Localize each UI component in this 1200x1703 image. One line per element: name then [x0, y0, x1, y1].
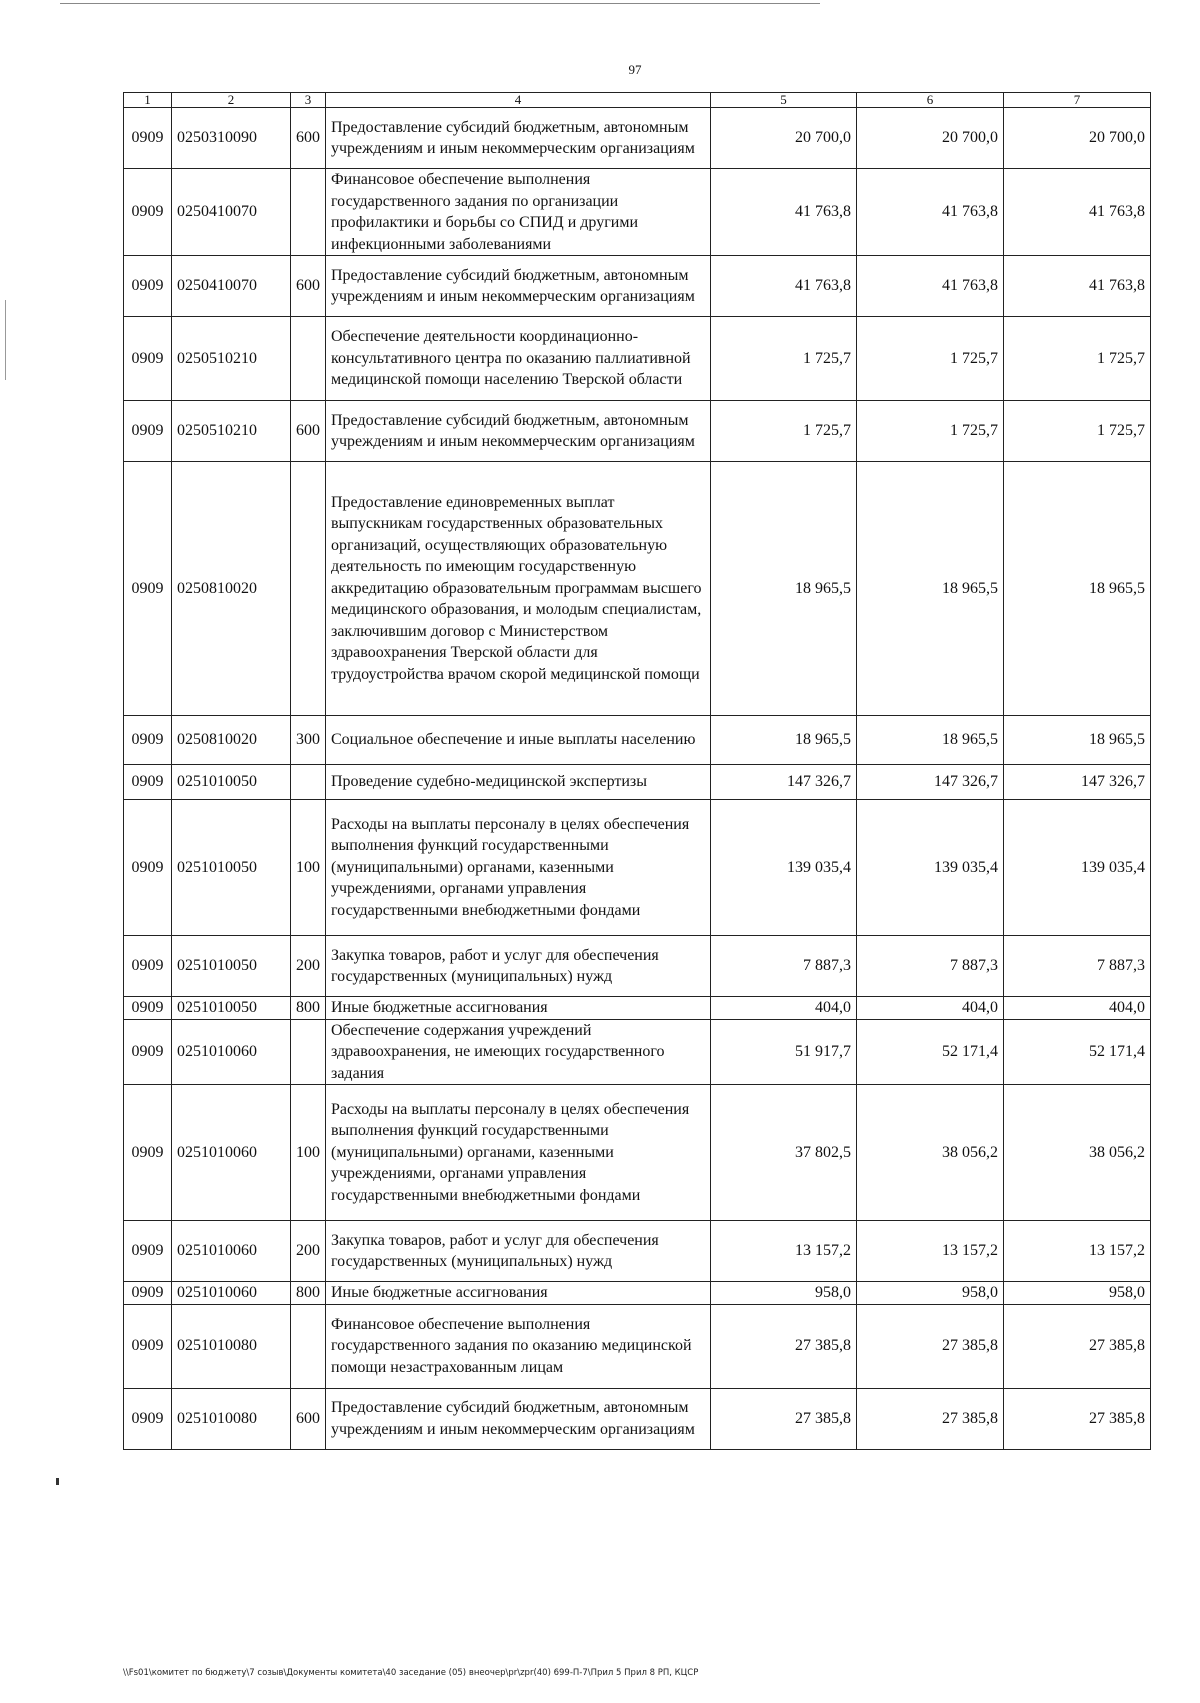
amount-2022-cell: 20 700,0 [711, 108, 857, 169]
amount-2023-cell: 958,0 [857, 1282, 1004, 1305]
expense-type-cell: 800 [291, 1282, 326, 1305]
column-header: 4 [326, 93, 711, 108]
table-row [124, 1085, 1151, 1221]
table-row [124, 1019, 1151, 1085]
table-row [124, 317, 1151, 401]
table-row [124, 765, 1151, 800]
amount-2024-cell: 958,0 [1004, 1282, 1151, 1305]
code-cell: 0909 [124, 800, 172, 936]
amount-2022-cell: 7 887,3 [711, 936, 857, 997]
description-cell: Предоставление единовременных выплат выпускникам государственных образовательных организаций, осуществляющих образовательную деятельность по имеющим государственную аккредитацию образовательным программам высшего медицинского образования, и молодым специалистам, заключившим договор с Министерством здравоохранения Тверской области для трудоустройства врачом скорой медицинской помощи [326, 462, 711, 716]
scan-artifact-dot [56, 1478, 59, 1485]
table-row [124, 169, 1151, 256]
target-code-cell: 0251010060 [172, 1282, 291, 1305]
column-number-row [124, 93, 1151, 108]
amount-2022-cell: 18 965,5 [711, 462, 857, 716]
code-cell: 0909 [124, 1282, 172, 1305]
expense-type-cell: 600 [291, 256, 326, 317]
target-code-cell: 0251010050 [172, 765, 291, 800]
expense-type-cell [291, 1019, 326, 1085]
column-header: 2 [172, 93, 291, 108]
amount-2024-cell: 52 171,4 [1004, 1019, 1151, 1085]
target-code-cell: 0250410070 [172, 169, 291, 256]
column-header: 1 [124, 93, 172, 108]
code-cell: 0909 [124, 1085, 172, 1221]
description-cell: Предоставление субсидий бюджетным, автономным учреждениям и иным некоммерческим организациям [326, 256, 711, 317]
amount-2024-cell: 1 725,7 [1004, 317, 1151, 401]
code-cell: 0909 [124, 1388, 172, 1449]
column-header: 3 [291, 93, 326, 108]
expense-type-cell [291, 169, 326, 256]
amount-2023-cell: 20 700,0 [857, 108, 1004, 169]
table-row [124, 462, 1151, 716]
expense-type-cell: 600 [291, 108, 326, 169]
amount-2023-cell: 13 157,2 [857, 1221, 1004, 1282]
column-header: 7 [1004, 93, 1151, 108]
file-path-footer: \\Fs01\комитет по бюджету\7 созыв\Документы комитета\40 заседание (05) внеочер\pr\zpr(40) 699-П-7\Прил 5 Прил 8 РП, КЦСР [123, 1668, 699, 1678]
amount-2024-cell: 41 763,8 [1004, 169, 1151, 256]
table-row [124, 1221, 1151, 1282]
target-code-cell: 0250510210 [172, 401, 291, 462]
description-cell: Предоставление субсидий бюджетным, автономным учреждениям и иным некоммерческим организациям [326, 108, 711, 169]
expense-type-cell: 200 [291, 1221, 326, 1282]
amount-2023-cell: 38 056,2 [857, 1085, 1004, 1221]
table-header [124, 93, 1151, 108]
amount-2023-cell: 404,0 [857, 997, 1004, 1020]
expense-type-cell: 600 [291, 401, 326, 462]
amount-2022-cell: 139 035,4 [711, 800, 857, 936]
amount-2022-cell: 27 385,8 [711, 1304, 857, 1388]
code-cell: 0909 [124, 765, 172, 800]
amount-2024-cell: 41 763,8 [1004, 256, 1151, 317]
amount-2022-cell: 41 763,8 [711, 169, 857, 256]
column-header: 6 [857, 93, 1004, 108]
amount-2022-cell: 404,0 [711, 997, 857, 1020]
description-cell: Закупка товаров, работ и услуг для обеспечения государственных (муниципальных) нужд [326, 1221, 711, 1282]
target-code-cell: 0251010060 [172, 1221, 291, 1282]
code-cell: 0909 [124, 716, 172, 765]
target-code-cell: 0251010080 [172, 1304, 291, 1388]
scan-artifact-top-line [60, 3, 820, 4]
amount-2022-cell: 37 802,5 [711, 1085, 857, 1221]
amount-2022-cell: 27 385,8 [711, 1388, 857, 1449]
amount-2023-cell: 1 725,7 [857, 317, 1004, 401]
code-cell: 0909 [124, 401, 172, 462]
amount-2024-cell: 7 887,3 [1004, 936, 1151, 997]
target-code-cell: 0250810020 [172, 716, 291, 765]
code-cell: 0909 [124, 1221, 172, 1282]
description-cell: Финансовое обеспечение выполнения государственного задания по оказанию медицинской помощи незастрахованным лицам [326, 1304, 711, 1388]
target-code-cell: 0250510210 [172, 317, 291, 401]
amount-2023-cell: 27 385,8 [857, 1388, 1004, 1449]
budget-table [123, 92, 1151, 1450]
amount-2022-cell: 147 326,7 [711, 765, 857, 800]
target-code-cell: 0250410070 [172, 256, 291, 317]
code-cell: 0909 [124, 997, 172, 1020]
amount-2022-cell: 1 725,7 [711, 401, 857, 462]
amount-2024-cell: 147 326,7 [1004, 765, 1151, 800]
amount-2022-cell: 41 763,8 [711, 256, 857, 317]
expense-type-cell: 100 [291, 1085, 326, 1221]
expense-type-cell: 800 [291, 997, 326, 1020]
code-cell: 0909 [124, 169, 172, 256]
table-row [124, 401, 1151, 462]
description-cell: Финансовое обеспечение выполнения государственного задания по организации профилактики и борьбы со СПИД и другими инфекционными заболеваниями [326, 169, 711, 256]
amount-2024-cell: 27 385,8 [1004, 1388, 1151, 1449]
description-cell: Обеспечение содержания учреждений здравоохранения, не имеющих государственного задания [326, 1019, 711, 1085]
amount-2023-cell: 41 763,8 [857, 256, 1004, 317]
amount-2022-cell: 18 965,5 [711, 716, 857, 765]
amount-2023-cell: 1 725,7 [857, 401, 1004, 462]
expense-type-cell: 300 [291, 716, 326, 765]
table-row [124, 936, 1151, 997]
code-cell: 0909 [124, 1304, 172, 1388]
target-code-cell: 0251010080 [172, 1388, 291, 1449]
amount-2024-cell: 20 700,0 [1004, 108, 1151, 169]
expense-type-cell [291, 462, 326, 716]
amount-2024-cell: 1 725,7 [1004, 401, 1151, 462]
amount-2023-cell: 18 965,5 [857, 462, 1004, 716]
amount-2024-cell: 38 056,2 [1004, 1085, 1151, 1221]
target-code-cell: 0250310090 [172, 108, 291, 169]
scan-artifact-left-line [5, 300, 6, 380]
expense-type-cell: 100 [291, 800, 326, 936]
expense-type-cell [291, 1304, 326, 1388]
page-number: 97 [628, 62, 642, 77]
amount-2022-cell: 1 725,7 [711, 317, 857, 401]
amount-2023-cell: 52 171,4 [857, 1019, 1004, 1085]
description-cell: Иные бюджетные ассигнования [326, 997, 711, 1020]
target-code-cell: 0251010050 [172, 936, 291, 997]
amount-2024-cell: 18 965,5 [1004, 462, 1151, 716]
amount-2023-cell: 139 035,4 [857, 800, 1004, 936]
amount-2024-cell: 18 965,5 [1004, 716, 1151, 765]
code-cell: 0909 [124, 108, 172, 169]
code-cell: 0909 [124, 936, 172, 997]
amount-2022-cell: 51 917,7 [711, 1019, 857, 1085]
table-row [124, 108, 1151, 169]
target-code-cell: 0251010050 [172, 800, 291, 936]
table-row [124, 1304, 1151, 1388]
description-cell: Социальное обеспечение и иные выплаты населению [326, 716, 711, 765]
target-code-cell: 0251010050 [172, 997, 291, 1020]
description-cell: Иные бюджетные ассигнования [326, 1282, 711, 1305]
table-row [124, 800, 1151, 936]
amount-2024-cell: 139 035,4 [1004, 800, 1151, 936]
amount-2024-cell: 13 157,2 [1004, 1221, 1151, 1282]
amount-2023-cell: 147 326,7 [857, 765, 1004, 800]
table-row [124, 1282, 1151, 1305]
description-cell: Расходы на выплаты персоналу в целях обеспечения выполнения функций государственными (муниципальными) органами, казенными учреждениями, органами управления государственными внебюджетными фондами [326, 1085, 711, 1221]
code-cell: 0909 [124, 462, 172, 716]
amount-2022-cell: 13 157,2 [711, 1221, 857, 1282]
expense-type-cell: 200 [291, 936, 326, 997]
expense-type-cell [291, 765, 326, 800]
amount-2022-cell: 958,0 [711, 1282, 857, 1305]
table-row [124, 1388, 1151, 1449]
code-cell: 0909 [124, 317, 172, 401]
description-cell: Проведение судебно-медицинской экспертизы [326, 765, 711, 800]
target-code-cell: 0251010060 [172, 1085, 291, 1221]
table-body [124, 108, 1151, 1450]
code-cell: 0909 [124, 256, 172, 317]
table-row [124, 997, 1151, 1020]
code-cell: 0909 [124, 1019, 172, 1085]
expense-type-cell: 600 [291, 1388, 326, 1449]
description-cell: Обеспечение деятельности координационно-консультативного центра по оказанию паллиативной медицинской помощи населению Тверской области [326, 317, 711, 401]
expense-type-cell [291, 317, 326, 401]
table-row [124, 256, 1151, 317]
target-code-cell: 0250810020 [172, 462, 291, 716]
amount-2024-cell: 27 385,8 [1004, 1304, 1151, 1388]
amount-2023-cell: 18 965,5 [857, 716, 1004, 765]
amount-2023-cell: 27 385,8 [857, 1304, 1004, 1388]
target-code-cell: 0251010060 [172, 1019, 291, 1085]
amount-2024-cell: 404,0 [1004, 997, 1151, 1020]
description-cell: Закупка товаров, работ и услуг для обеспечения государственных (муниципальных) нужд [326, 936, 711, 997]
amount-2023-cell: 41 763,8 [857, 169, 1004, 256]
table-row [124, 716, 1151, 765]
description-cell: Предоставление субсидий бюджетным, автономным учреждениям и иным некоммерческим организациям [326, 1388, 711, 1449]
description-cell: Расходы на выплаты персоналу в целях обеспечения выполнения функций государственными (муниципальными) органами, казенными учреждениями, органами управления государственными внебюджетными фондами [326, 800, 711, 936]
column-header: 5 [711, 93, 857, 108]
amount-2023-cell: 7 887,3 [857, 936, 1004, 997]
description-cell: Предоставление субсидий бюджетным, автономным учреждениям и иным некоммерческим организациям [326, 401, 711, 462]
